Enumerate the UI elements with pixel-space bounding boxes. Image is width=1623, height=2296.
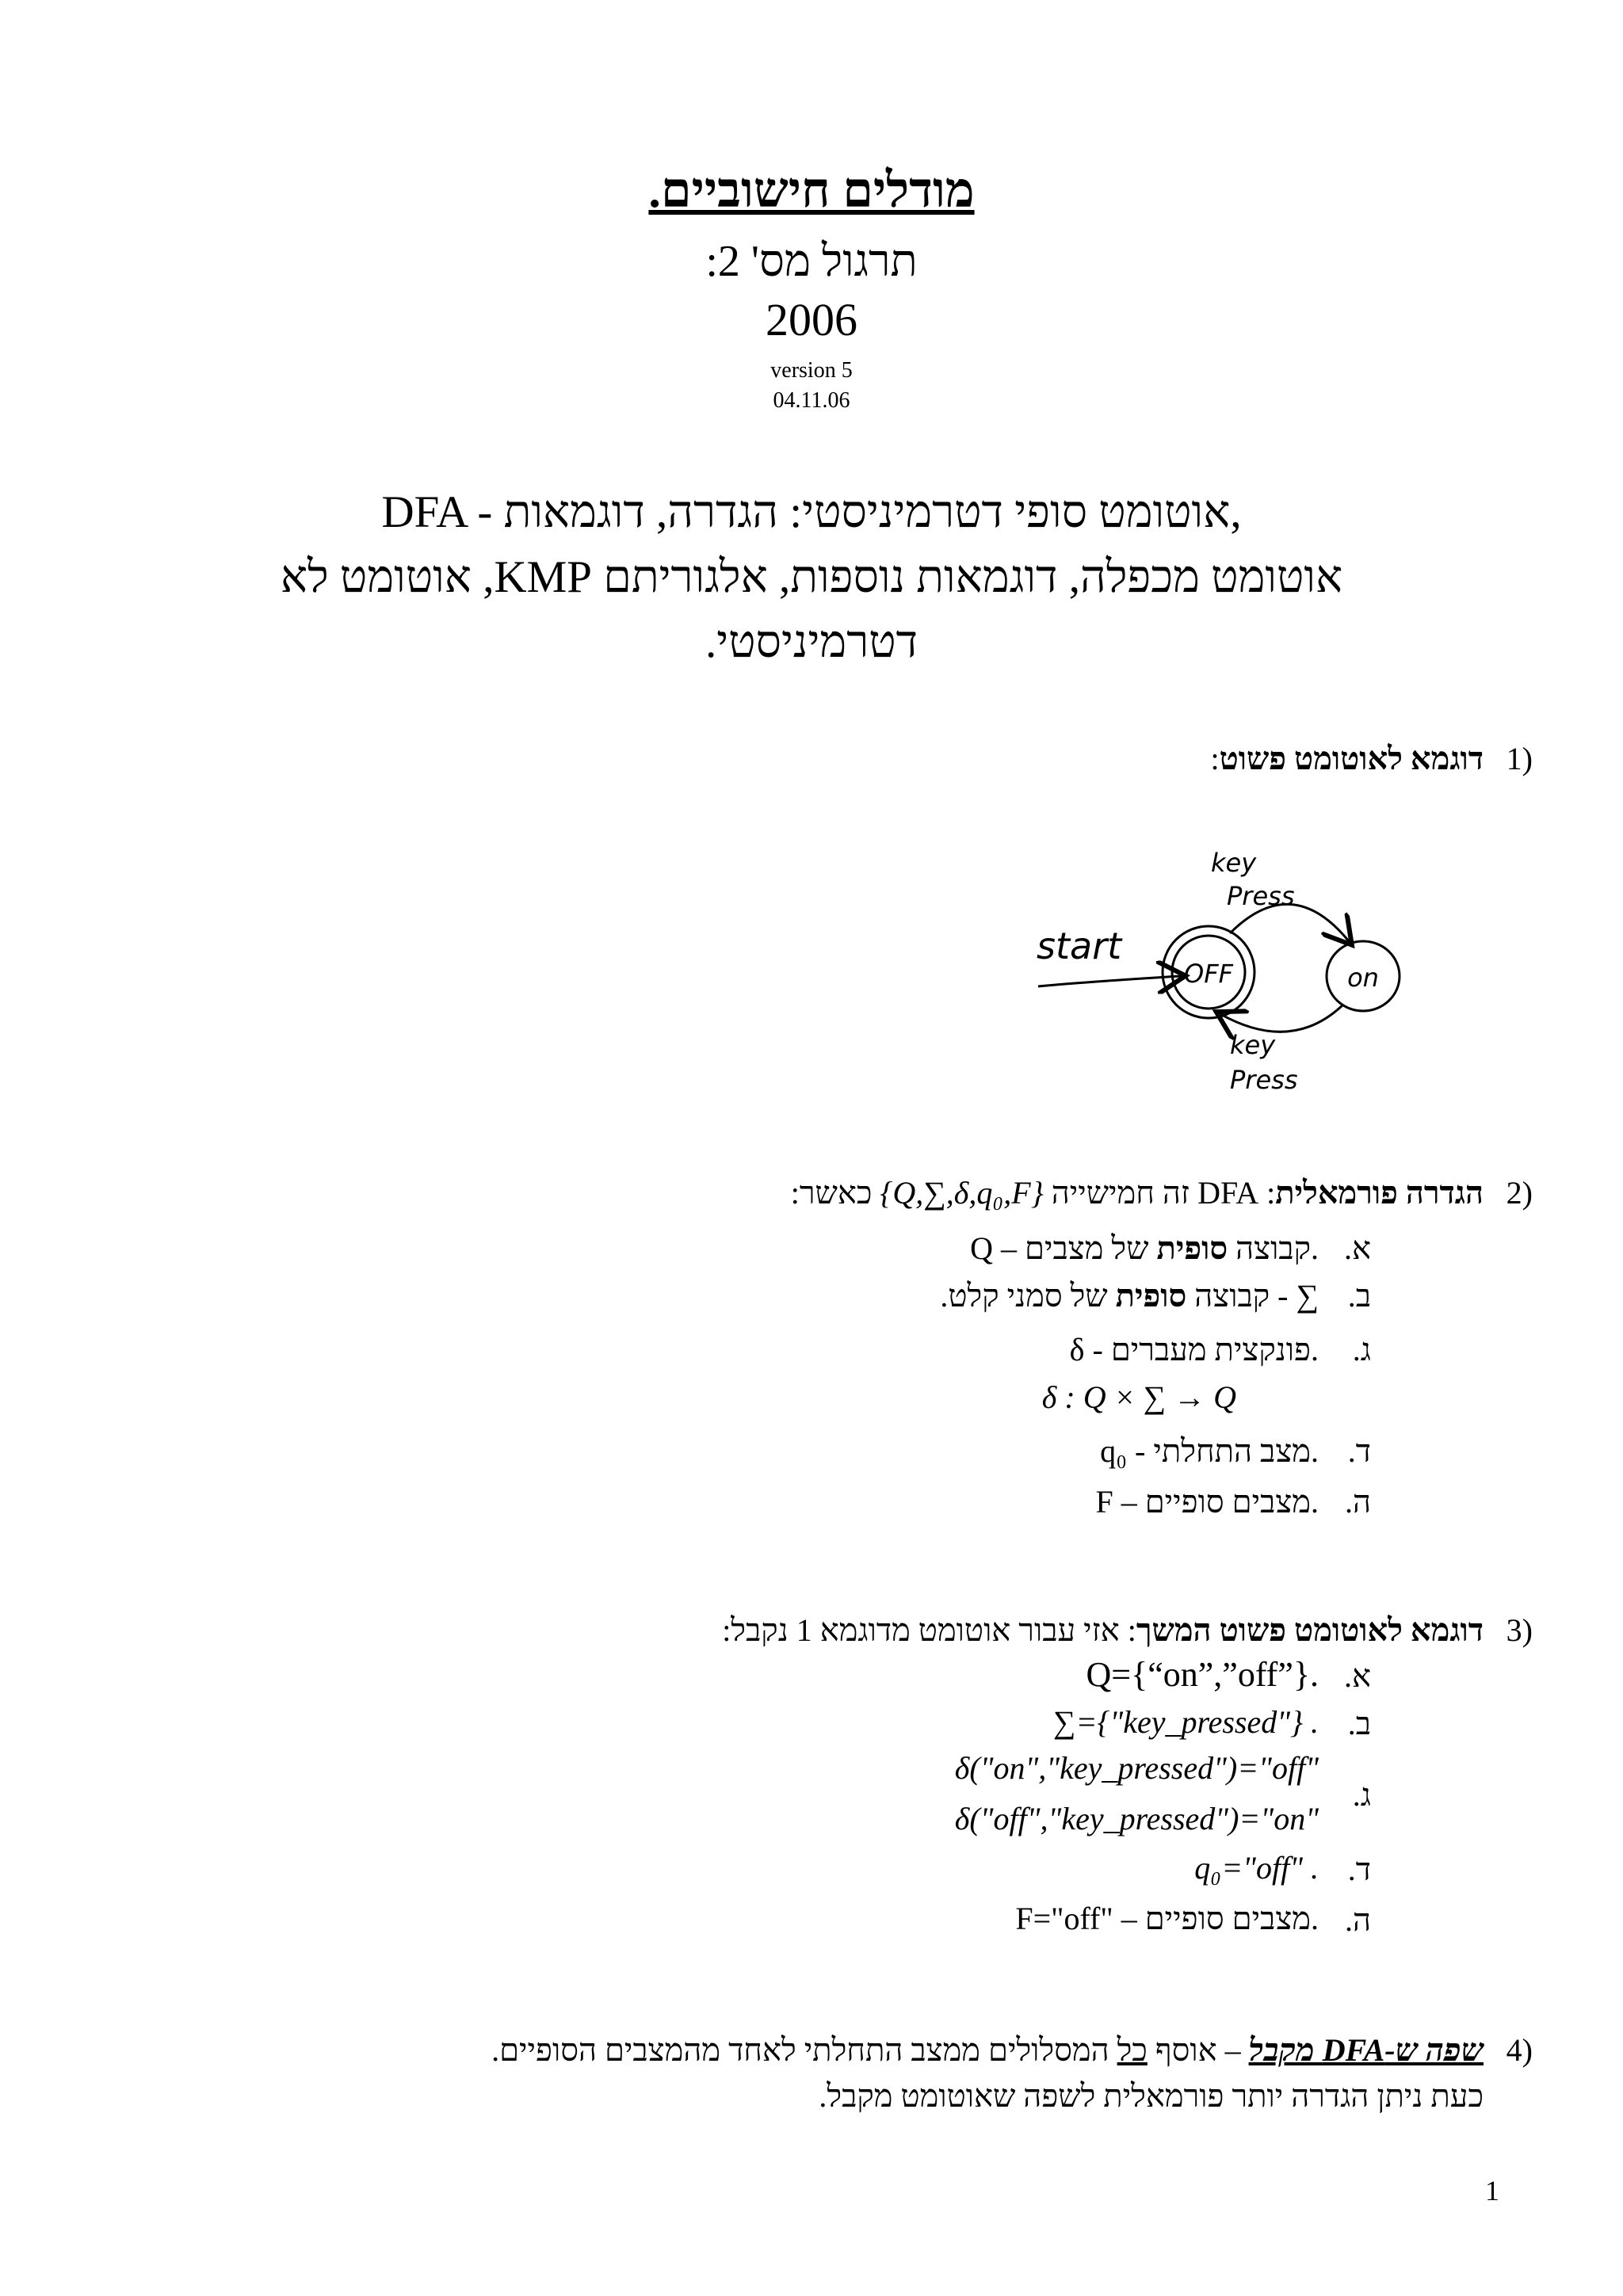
definition-item [1095,1483,1319,1520]
edge-top-label-1: key [1211,848,1257,878]
section-4-line-1 [491,2031,1484,2069]
item-letter: ה. [1344,1484,1371,1520]
section-number: 1) [1506,741,1533,776]
start-label: start [1037,925,1122,967]
transition-signature: δ : Q × ∑ → Q [1041,1379,1236,1415]
heading-line-1: DFA - אוטומט סופי דטרמיניסטי: הגדרה, דוגמאות, [381,487,1242,537]
definition-item [970,1230,1319,1267]
section-number: 2) [1506,1175,1533,1211]
page-number: 1 [1485,2175,1499,2206]
item-letter: א. [1343,1230,1371,1266]
section-4-line-2: כעת ניתן הגדרה יותר פורמאלית לשפה שאוטומט מקבל. [819,2078,1484,2114]
item-letter: ד. [1347,1852,1371,1887]
item-letter: ב. [1347,1706,1371,1741]
definition-item [1100,1432,1319,1470]
section-title-text: שפה ש-DFA מקבל [1248,2032,1484,2068]
section-number: 3) [1506,1612,1533,1648]
item-text: Q – קבוצה [970,1230,1311,1266]
date-label: 04.11.06 [773,388,850,413]
intro-text-a: : DFA זה חמישייה [1043,1175,1276,1211]
state-off-label: OFF [1184,959,1233,989]
example-item: Q={“on”,”off”}. [1086,1655,1319,1694]
heading-line-2: אוטומט מכפלה, דוגמאות נוספות, אלגוריתם KMP, אוטומט לא [280,552,1343,602]
section-1-title [1210,740,1484,777]
year: 2006 [766,294,857,345]
intro-text-b: כאשר: [790,1175,880,1211]
item-text: ∑ - קבוצה [1186,1278,1319,1314]
edge-top-label-2: Press [1227,881,1295,911]
definition-item [940,1277,1319,1314]
section-number: 4) [1506,2032,1533,2068]
item-letter: ה. [1344,1902,1371,1938]
tuple-formula: {Q,∑,δ,q₀,F} [880,1175,1044,1211]
version-label: version 5 [770,358,853,383]
section-title-text: הגדרה פורמאלית [1275,1175,1484,1211]
item-letter: ד. [1347,1433,1371,1469]
example-item: F="off" – מצבים סופיים. [1015,1901,1319,1936]
exercise-subtitle: תרגול מס' 2: [705,237,918,286]
section-title-text: דוגמא לאוטומט פשוט המשך [1136,1612,1484,1648]
item-letter: ג. [1352,1777,1371,1813]
start-arrow [1038,976,1181,986]
example-item: q₀="off" . [1194,1850,1319,1886]
page-title: מודלים חישוביים. [648,164,975,218]
item-text-end: של מצבים. [1025,1230,1319,1266]
intro-text: : אזי עבור אוטומט מדוגמא 1 נקבל: [722,1612,1136,1648]
underlined-word: כל [1117,2032,1148,2068]
definition-item [1070,1331,1319,1368]
edge-bottom-label-2: Press [1230,1065,1298,1095]
section-3-intro [722,1611,1484,1649]
item-text: q₀ - מצב התחלתי. [1100,1433,1319,1469]
state-on-label: on [1347,963,1379,993]
section-2-intro [791,1174,1484,1211]
item-bold: סופית [1156,1230,1228,1266]
transition-example-1: δ("on","key_pressed")="off" [954,1750,1319,1786]
item-letter: א. [1343,1658,1371,1694]
item-letter: ב. [1347,1278,1371,1314]
transition-example-2: δ("off","key_pressed")="on" [954,1801,1319,1836]
dash-text: – אוסף [1147,2032,1249,2068]
edge-on-to-off [1220,1005,1343,1032]
item-letter: ג. [1352,1332,1371,1367]
colon: : [1210,741,1220,776]
example-item: ∑={"key_pressed"} . [1052,1704,1319,1740]
heading-line-3: דטרמיניסטי. [705,617,918,667]
item-text: δ - פונקצית מעברים. [1069,1332,1319,1367]
edge-bottom-label-1: key [1230,1030,1276,1060]
item-bold: סופית [1115,1278,1187,1314]
section-title-text: דוגמא לאוטומט פשוט [1219,741,1484,776]
item-text-end: של סמני קלט. [940,1278,1116,1314]
item-text: F – מצבים סופיים. [1095,1484,1319,1520]
rest-text: המסלולים ממצב התחלתי לאחד מהמצבים הסופיים. [491,2032,1117,2068]
automaton-diagram [1022,824,1426,1101]
